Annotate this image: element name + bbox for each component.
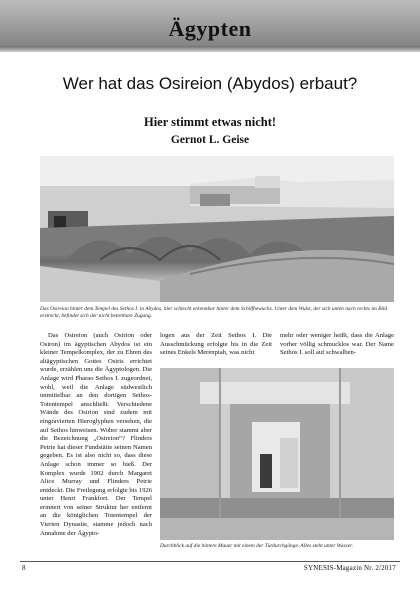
footer-rule: [20, 561, 400, 562]
publication-footer: SYNESIS-Magazin Nr. 2/2017: [303, 564, 396, 572]
article-author: Gernot L. Geise: [170, 134, 250, 146]
figure-caption-bottom: Durchblick auf die hintere Mauer mit einem der Türdurchgänge. Alles steht unter Wasser.: [160, 543, 353, 549]
doorway-view-image: [160, 368, 394, 540]
body-text-column-3: mehr oder weniger heißt, dass die Anlage vorher völlig schmucklos war. Der Name Sethos I. soll auf schwalben-: [280, 332, 394, 357]
article-subtitle: Hier stimmt etwas nicht!: [143, 115, 277, 129]
page-number: 8: [22, 564, 26, 572]
article-title: Wer hat das Osireion (Abydos) erbaut?: [62, 74, 358, 93]
body-text-column-2: logen aus der Zeit Sethos I. Die Ausschmückung erfolgte bis in die Zeit seines Enkels Merenptah, was nicht: [160, 332, 272, 357]
osireion-overview-image: [40, 156, 394, 302]
figure-caption-top: Das Osireion hinter dem Tempel des Sethos I. in Abydos, hier schlecht erkennbar hinter dem Schilfbewuchs. Unter dem Wulst, der sich unten nach rechts im Bild erstreckt, befindet sich der nicht betretbare Zugang.: [40, 306, 388, 319]
section-title: Ägypten: [168, 16, 252, 41]
body-text-column-1: Das Osireion (auch Osirion oder Osiron) im ägyptischen Abydos ist ein kleiner Tempelkomplex, der zu Ehren des altägyptischen Gottes Osiris errichtet wurde, erzählen uns die Ägyptologen. Die Anlage wird Pharao Sethos I. zugeordnet, wohl, weil die Anlage südwestlich unmittelbar an den dortigen Sethos-Totentempel anschließt. Verschiedene Wände des Osirion sind zudem mit eingravierten Hieroglyphen versehen, die auf Sethos hinweisen. Woher stammt aber die Bezeichnung „Osireion“? Flinders Petrie hat dieser Fundstätte seinen Namen gegeben. Es ist also nicht so, dass diese Anlage schon immer so hieß. Der Komplex wurde 1902 durch Margaret Alice Murray und Flinders Petrie entdeckt. Die Freilegung erfolgte bis 1926 unter Henri Frankfort. Der Tempel erinnert von seiner Struktur her entfernt an die königlichen Totentempel der Vierten Dynastie, stamme jedoch nach Annahme der Ägypto-: [40, 332, 152, 537]
osireion-overview-photo: [40, 156, 394, 302]
doorway-view-photo: [160, 368, 394, 540]
